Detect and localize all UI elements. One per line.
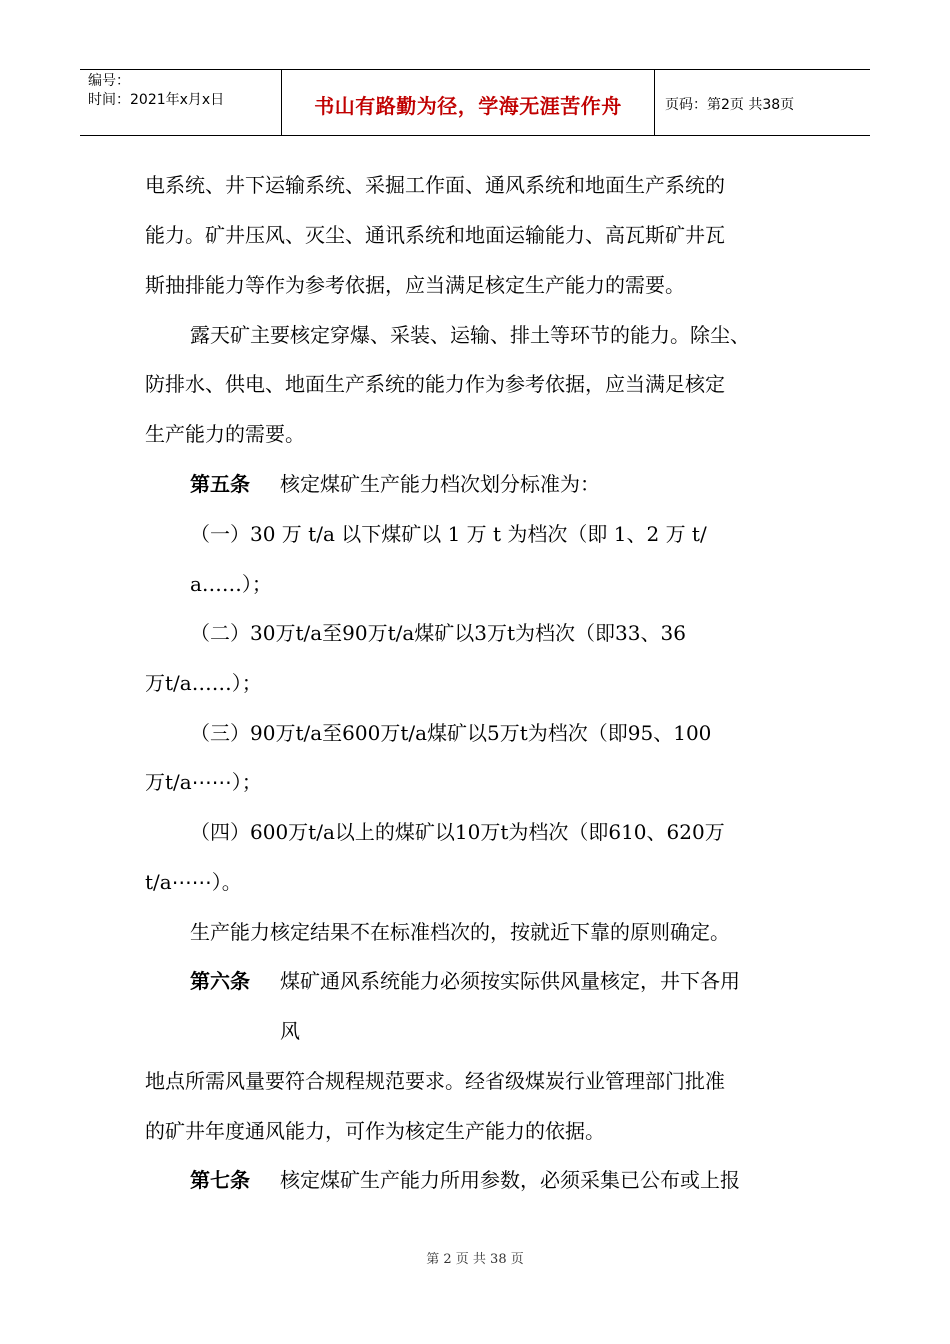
body-line: 风 xyxy=(280,1019,300,1043)
body-line: 防排水、供电、地面生产系统的能力作为参考依据，应当满足核定 xyxy=(145,372,725,396)
page-footer: 第 2 页 共 38 页 xyxy=(426,1252,524,1267)
body-line: a……）； xyxy=(190,572,272,596)
header-page-info xyxy=(655,70,870,135)
header-page-number: 页码：第2页 共38页 xyxy=(665,96,795,113)
body-line: 生产能力核定结果不在标准档次的，按就近下靠的原则确定。 xyxy=(190,920,730,944)
article-5-label: 第五条 xyxy=(190,472,250,496)
body-line: 的矿井年度通风能力，可作为核定生产能力的依据。 xyxy=(145,1119,605,1143)
body-line: 露天矿主要核定穿爆、采装、运输、排土等环节的能力。除尘、 xyxy=(190,323,750,347)
body-line: 能力。矿井压风、灭尘、通讯系统和地面运输能力、高瓦斯矿井瓦 xyxy=(145,223,725,247)
header-meta xyxy=(80,70,282,135)
body-line: 地点所需风量要符合规程规范要求。经省级煤炭行业管理部门批准 xyxy=(145,1069,725,1093)
body-line: 斯抽排能力等作为参考依据，应当满足核定生产能力的需要。 xyxy=(145,273,685,297)
body-line: 万t/a……）； xyxy=(145,671,262,695)
body-line: （二）30万t/a至90万t/a煤矿以3万t为档次（即33、36 xyxy=(190,621,686,645)
page-header xyxy=(80,69,870,136)
document-number-label: 编号： xyxy=(88,73,130,89)
body-line: 万t/a⋯⋯）； xyxy=(145,770,262,794)
article-7-label: 第七条 xyxy=(190,1168,250,1192)
article-6-text: 煤矿通风系统能力必须按实际供风量核定，井下各用 xyxy=(280,969,740,993)
header-motto: 书山有路勤为径，学海无涯苦作舟 xyxy=(314,94,622,118)
article-7-text: 核定煤矿生产能力所用参数，必须采集已公布或上报 xyxy=(280,1168,740,1192)
body-line: （四）600万t/a以上的煤矿以10万t为档次（即610、620万 xyxy=(190,820,725,844)
document-date: 时间：2021年x月x日 xyxy=(88,92,225,108)
body-line: （一）30 万 t/a 以下煤矿以 1 万 t 为档次（即 1、2 万 t/ xyxy=(190,522,707,546)
article-6-label: 第六条 xyxy=(190,969,250,993)
body-line: （三）90万t/a至600万t/a煤矿以5万t为档次（即95、100 xyxy=(190,721,712,745)
body-line: 电系统、井下运输系统、采掘工作面、通风系统和地面生产系统的 xyxy=(145,173,725,197)
body-line: t/a⋯⋯）。 xyxy=(145,870,242,894)
article-5-text: 核定煤矿生产能力档次划分标准为： xyxy=(280,472,600,496)
header-motto-cell xyxy=(282,70,655,135)
body-line: 生产能力的需要。 xyxy=(145,422,305,446)
